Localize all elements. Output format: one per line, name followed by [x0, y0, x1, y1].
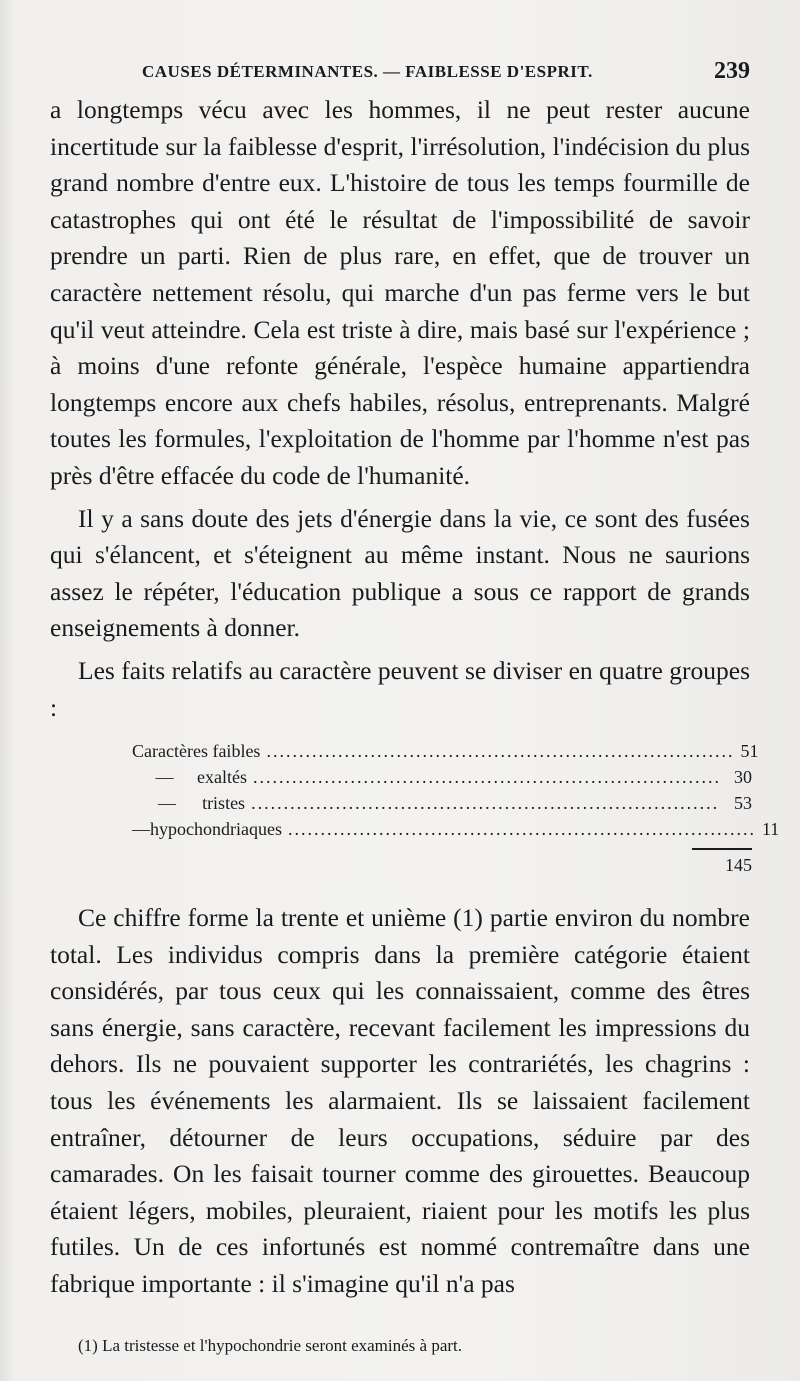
- table-total: 145: [725, 855, 752, 876]
- row-prefix: —: [155, 767, 174, 788]
- row-prefix: Caractères faibles: [132, 741, 261, 762]
- footnote: (1) La tristesse et l'hypochondrie seront examinés à part.: [78, 1336, 463, 1355]
- row-value: 30: [734, 767, 752, 788]
- leader-dots: ........................................................................: [287, 819, 756, 840]
- leader-dots: ........................................................................: [253, 767, 721, 788]
- paragraph-4: Ce chiffre forme la trente et unième (1) partie environ du nombre total. Les individus compris dans la première catégorie étaient considérés, par tous ceux qui les connaissaient, comme des êtres sans énergie, sans caractère, recevant facilement les impressions du dehors. Ils ne pouvaient supporter les contrariétés, les chagrins : tous les événements les alarmaient. Ils se laissaient facilement entraîner, détourner de leurs occupations, séduire par des camarades. On les faisait tourner comme des girouettes. Beaucoup étaient légers, mobiles, pleuraient, riaient pour les motifs les plus futiles. Un de ces infortunés est nommé contremaître dans une fabrique importante : il s'imagine qu'il n'a pas: [50, 903, 750, 1299]
- row-label: tristes: [202, 793, 246, 814]
- page-body: [50, 92, 780, 1303]
- total-rule: [692, 848, 752, 850]
- row-label: exaltés: [197, 767, 247, 788]
- table-row: [132, 816, 780, 842]
- row-prefix: —: [132, 819, 150, 840]
- running-title: CAUSES DÉTERMINANTES. — FAIBLESSE D'ESPRIT.: [142, 62, 593, 81]
- row-label: hypochondriaques: [150, 819, 282, 840]
- paragraph-1: a longtemps vécu avec les hommes, il ne peut rester aucune incertitude sur la faiblesse d'esprit, l'irrésolution, l'indécision du plus grand nombre d'entre eux. L'histoire de tous les temps fourmille de catastrophes qui ont été le résultat de l'impossibilité de savoir prendre un parti. Rien de plus rare, en effet, que de trouver un caractère nettement résolu, qui marche d'un pas ferme vers le but qu'il veut atteindre. Cela est triste à dire, mais basé sur l'expérience ; à moins d'une refonte générale, l'espèce humaine appartiendra longtemps encore aux chefs habiles, résolus, entreprenants. Malgré toutes les formules, l'exploitation de l'homme par l'homme n'est pas près d'être effacée du code de l'humanité.: [50, 95, 750, 490]
- row-value: 51: [740, 741, 759, 762]
- paragraph-2: Il y a sans doute des jets d'énergie dans la vie, ce sont des fusées qui s'élancent, et s'éteignent au même instant. Nous ne saurions assez le répéter, l'éducation publique a sous ce rapport de grands enseignements à donner.: [50, 503, 750, 643]
- running-header: [50, 58, 750, 90]
- leader-dots: ........................................................................: [251, 793, 720, 814]
- table-row: [132, 738, 759, 764]
- character-groups-table: [132, 738, 780, 878]
- paragraph-3: Les faits relatifs au caractère peuvent se diviser en quatre groupes :: [50, 655, 750, 722]
- table-row: [132, 764, 752, 790]
- row-value: 53: [734, 793, 752, 814]
- row-value: 11: [761, 819, 780, 840]
- page-number: 239: [714, 58, 750, 84]
- row-prefix: —: [158, 793, 177, 814]
- table-row: [132, 790, 752, 816]
- leader-dots: ........................................................................: [266, 741, 735, 762]
